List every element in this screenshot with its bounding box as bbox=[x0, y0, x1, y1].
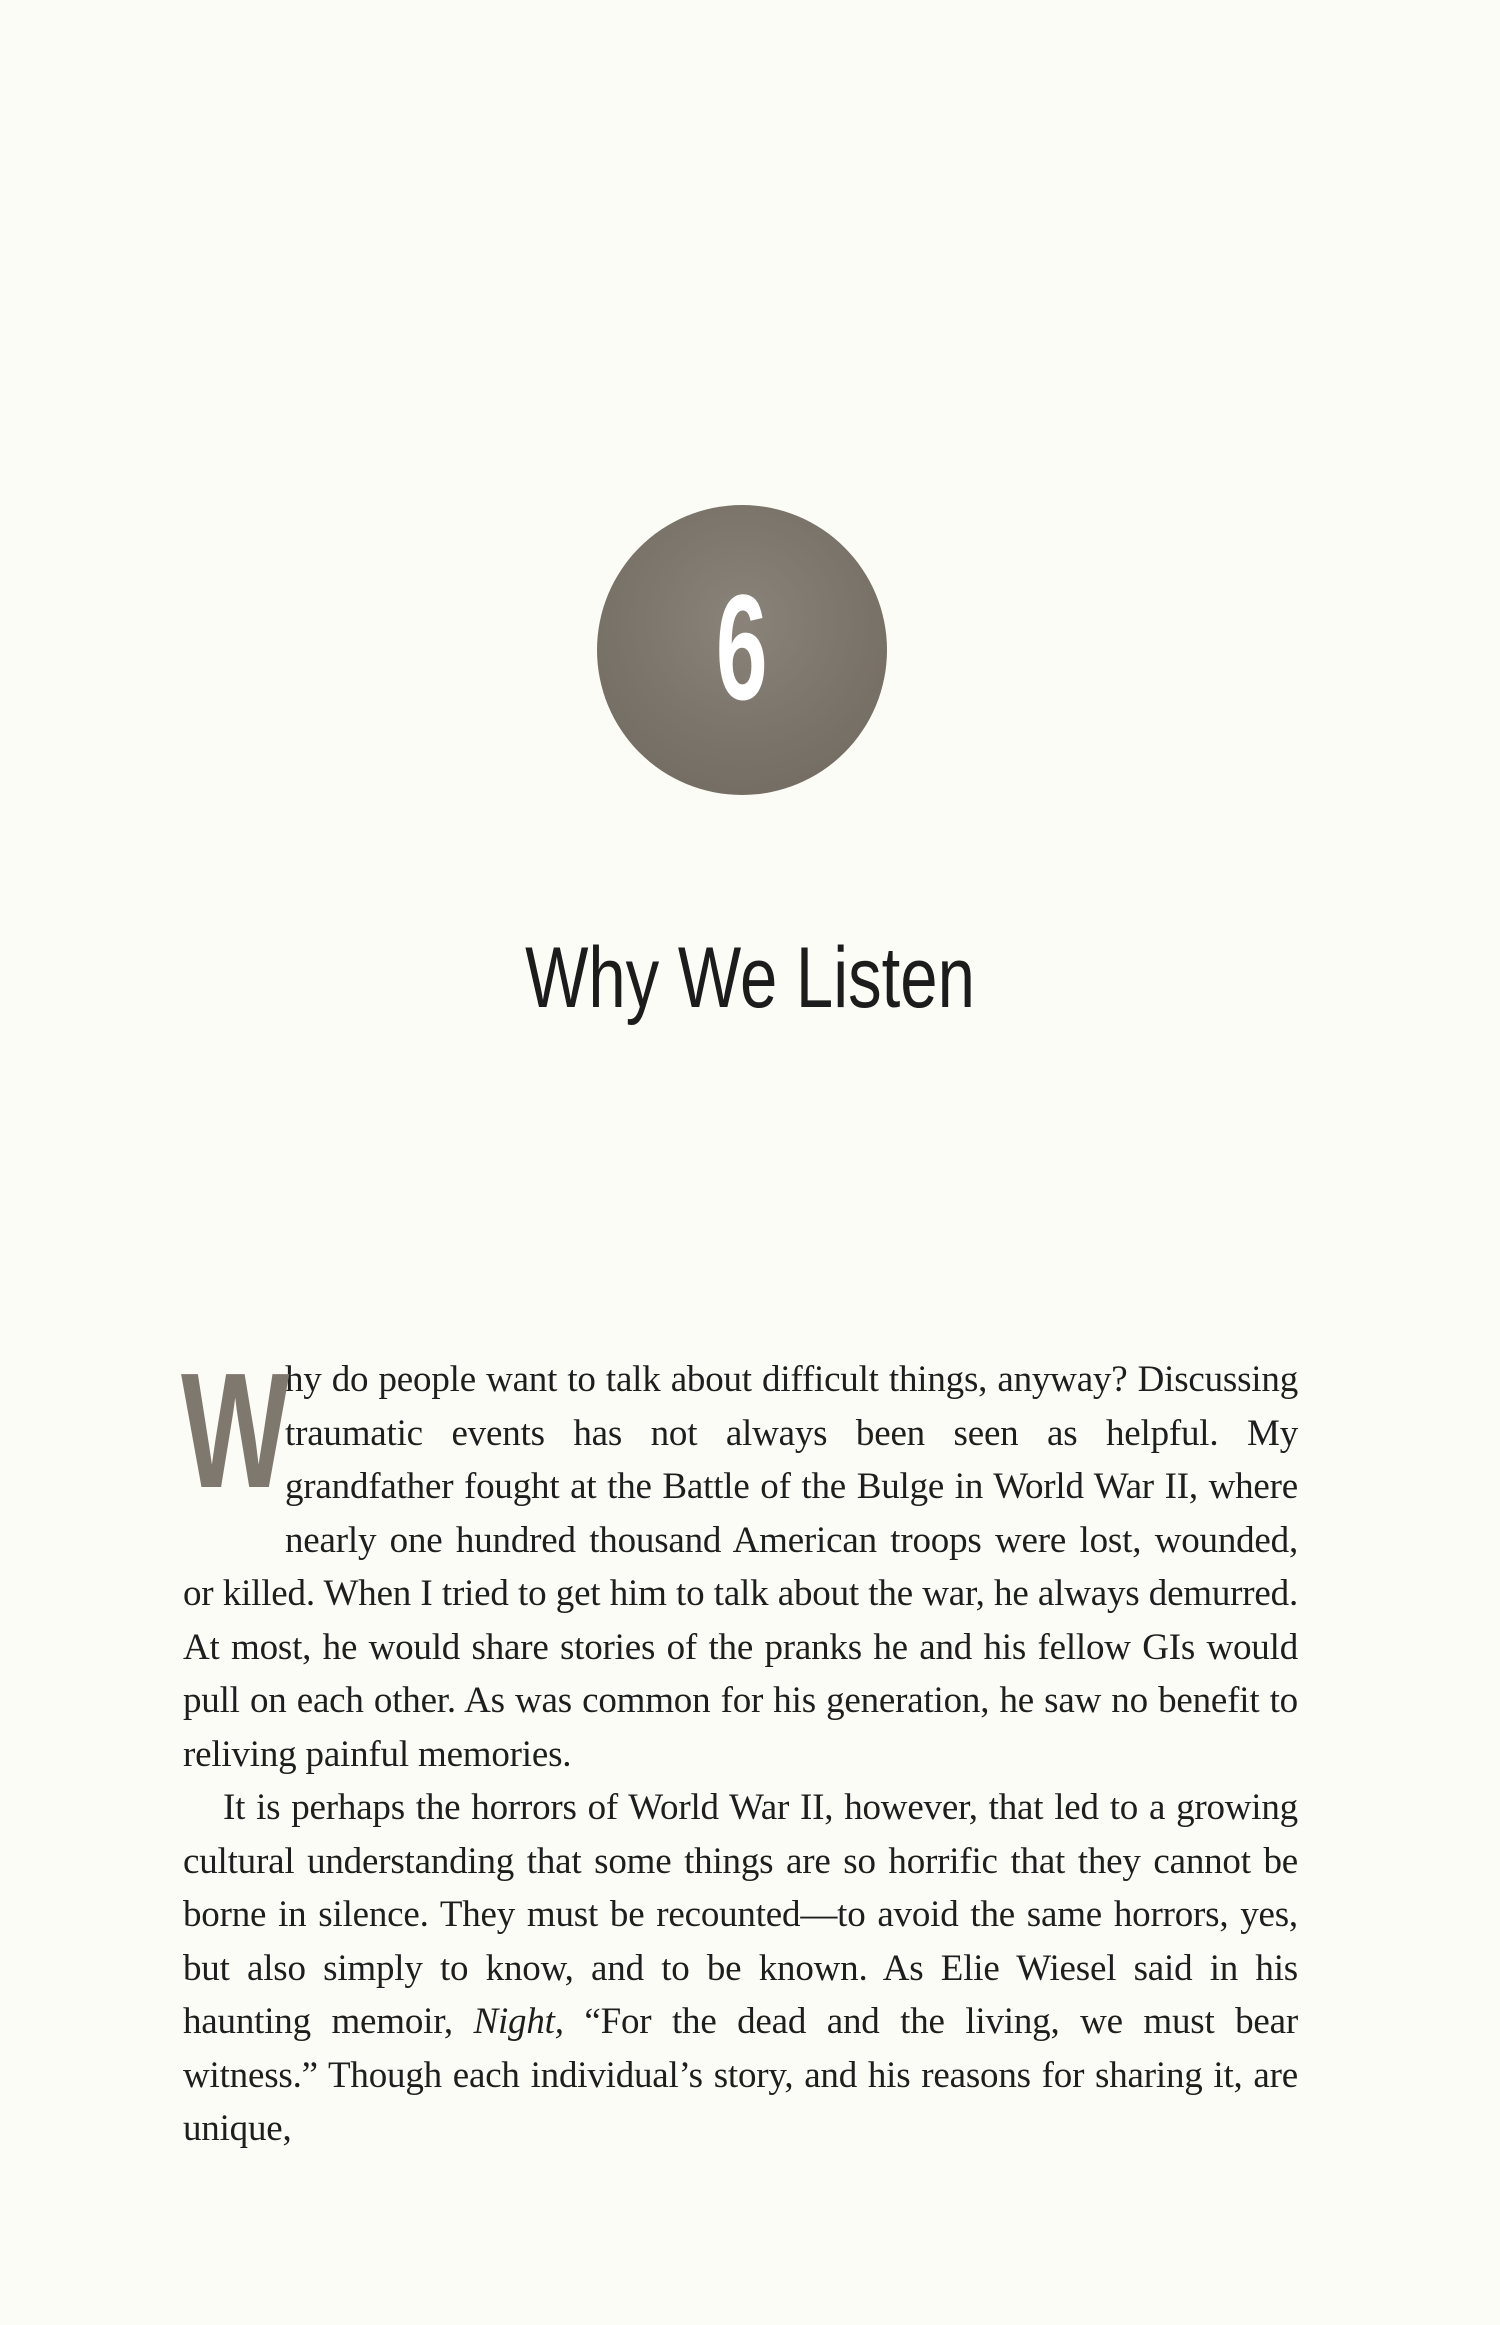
body-text bbox=[181, 1339, 1298, 2156]
paragraph-1-text: hy do people want to talk about difficult things, anyway? Discussing traumatic events has not always been seen as helpful. My grandfather fought at the Battle of the Bulge in World War II, where nearly one hundred thousand American troops were lost, wounded, or killed. When I tried to get him to talk about the war, he always demurred. At most, he would share stories of the pranks he and his fellow GIs would pull on each other. As was common for his generation, he saw no benefit to reliving painful memories. bbox=[183, 1359, 1298, 1775]
chapter-number: 6 bbox=[716, 563, 768, 731]
paragraph-2-text-start: It is perhaps the horrors of World War II, however, that led to a growing cultural understanding that some things are so horrific that they cannot be borne in silence. They must be recounted—to avoid the same horrors, yes, but also simply to know, and to be known. As Elie Wiesel said in his haunting memoir, bbox=[183, 1787, 1298, 2042]
paragraph-1 bbox=[181, 1339, 1298, 1781]
chapter-title: Why We Listen bbox=[525, 930, 975, 1026]
paragraph-2-text-end: “For the dead and the living, we must bear witness.” Though each individual’s story, and his reasons for sharing it, are unique, bbox=[183, 2001, 1298, 2149]
book-title-night: Night, bbox=[473, 2001, 564, 2042]
chapter-number-badge bbox=[597, 505, 887, 795]
drop-cap: W bbox=[181, 1339, 290, 1522]
paragraph-2 bbox=[183, 1781, 1298, 2156]
